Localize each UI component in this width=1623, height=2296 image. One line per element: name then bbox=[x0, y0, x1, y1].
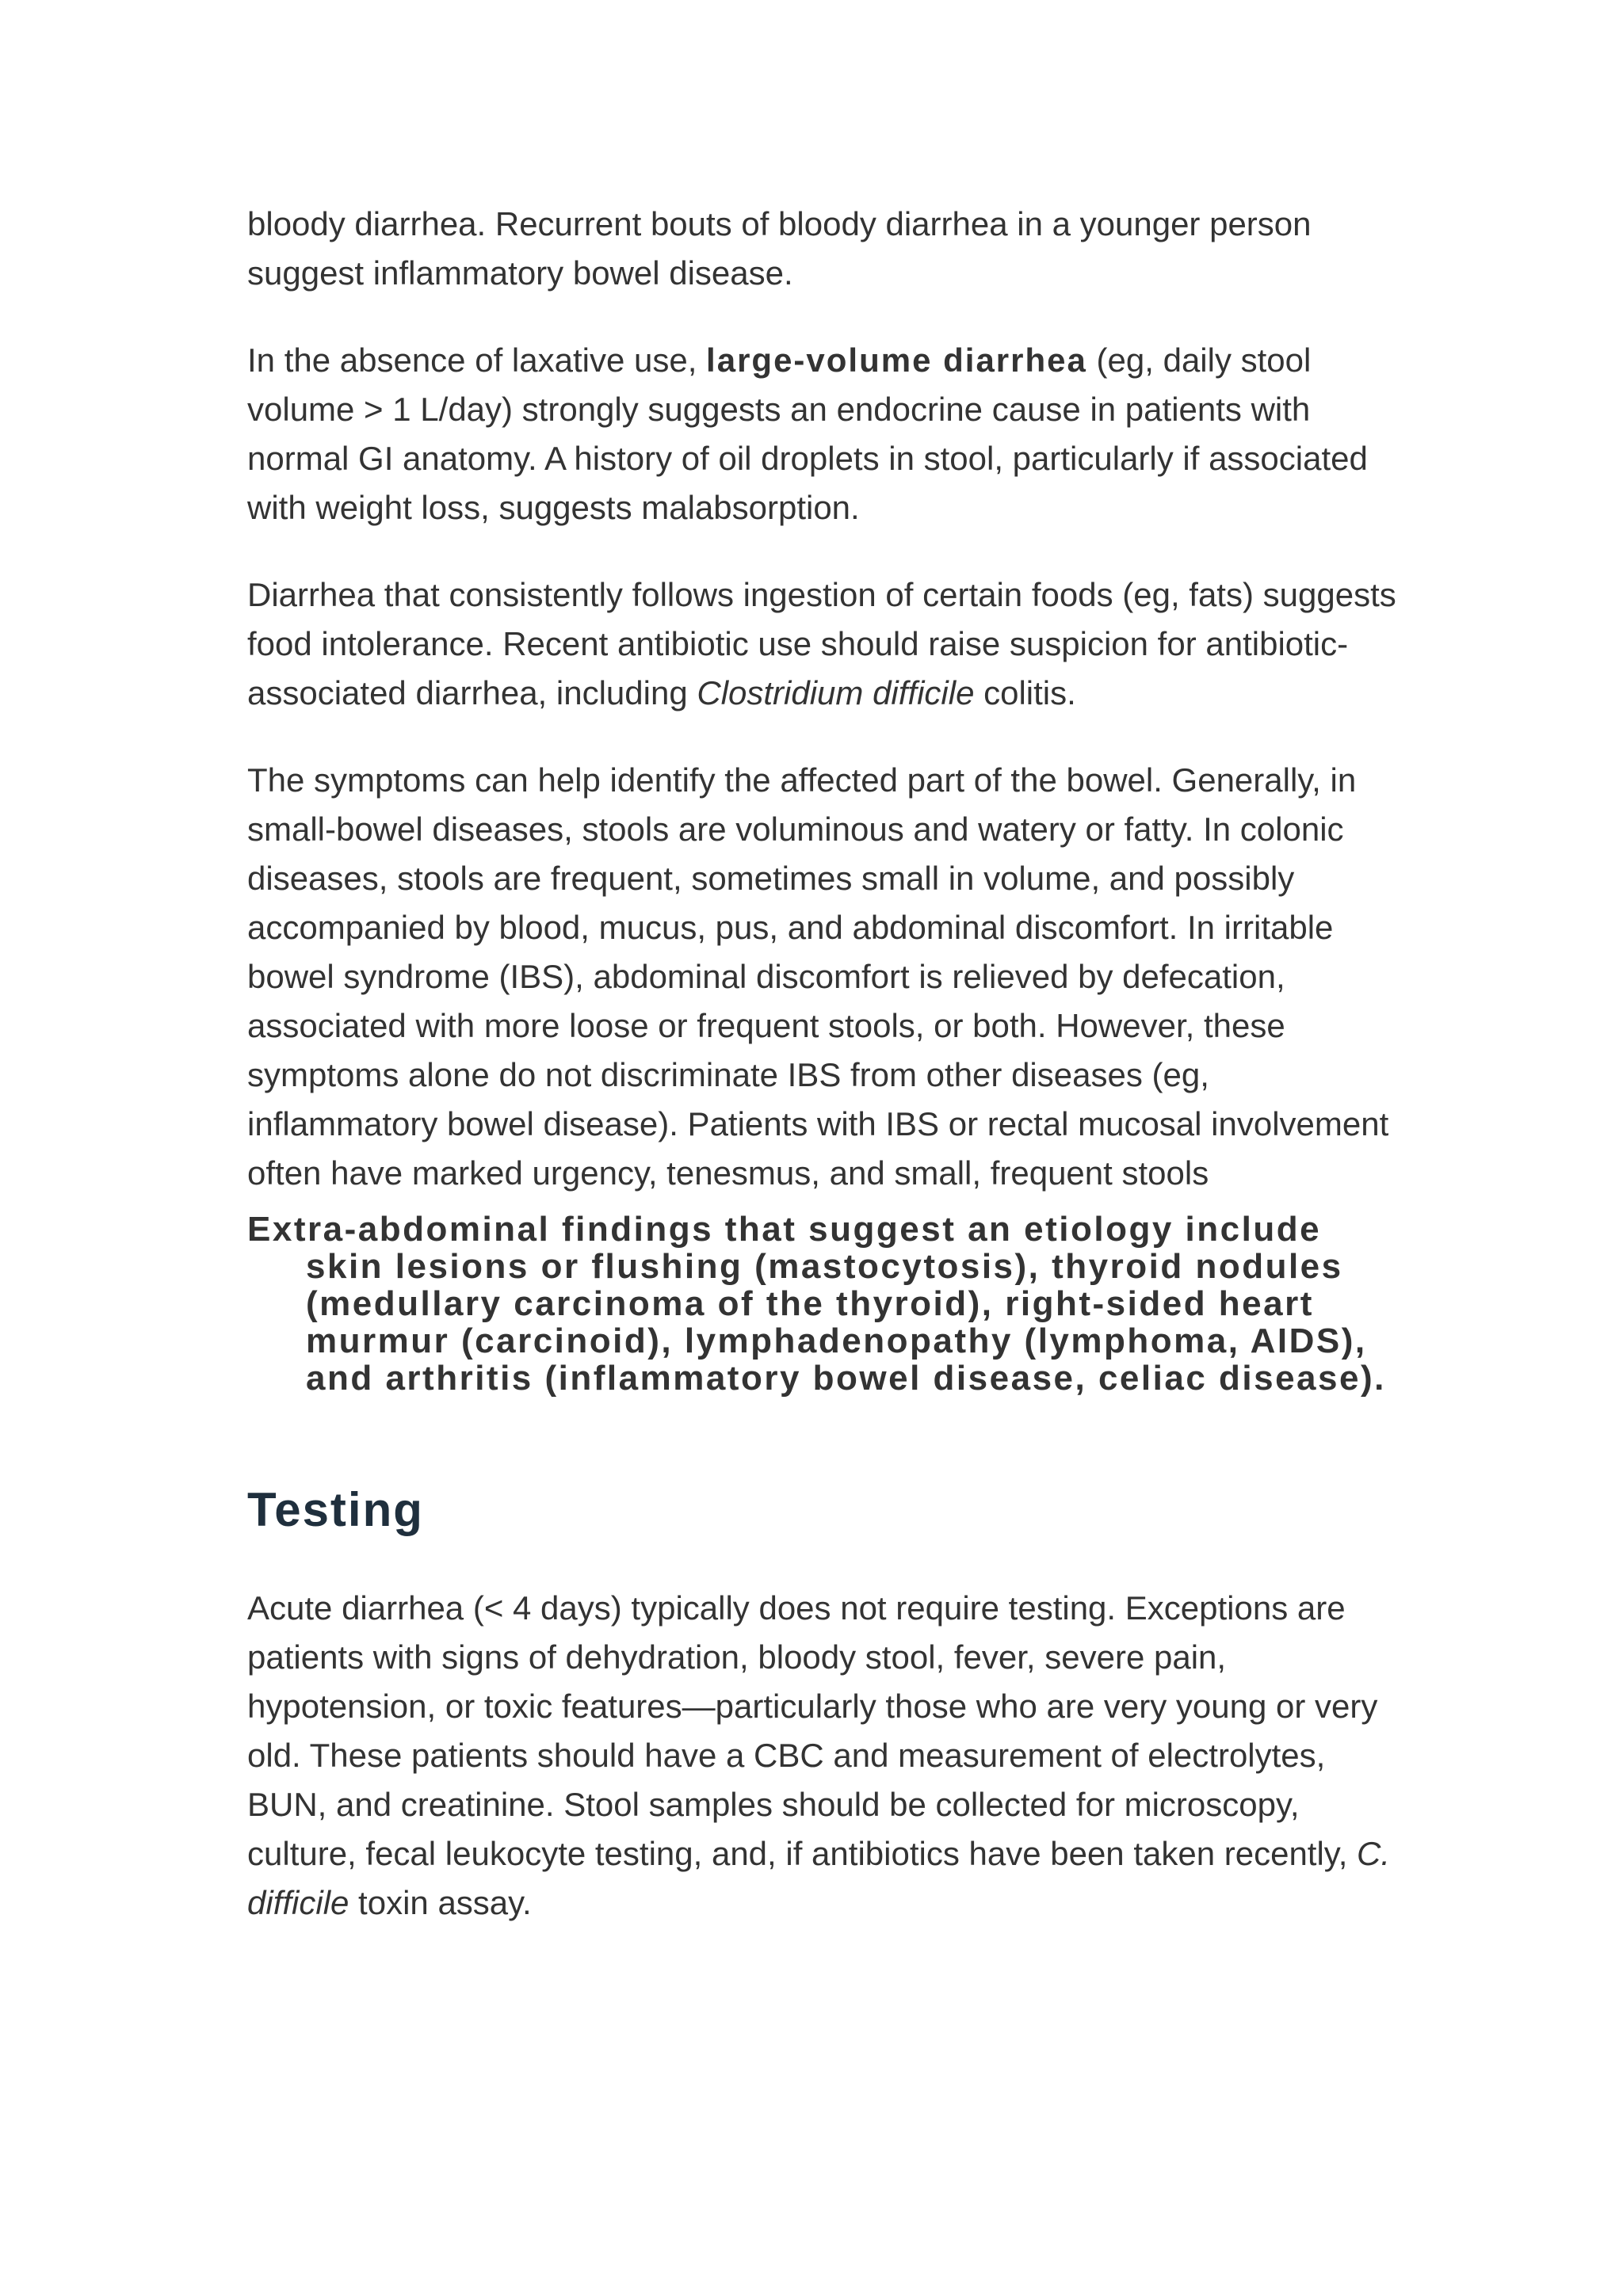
paragraph-text: Acute diarrhea (< 4 days) typically does not require testing. Exceptions are patients with signs of dehydration, bloody stool, fever, severe pain, hypotension, or toxic features—particularly those who are very young or very old. These patients should have a CBC and measurement of electrolytes, BUN, and creatinine. Stool samples should be collected for microscopy, culture, fecal leukocyte testing, and, if antibiotics have been taken recently, bbox=[247, 1589, 1378, 1872]
bold-term: large-volume diarrhea bbox=[706, 341, 1087, 379]
italic-term: Clostridium difficile bbox=[697, 674, 975, 711]
italic-term: C. difficile bbox=[247, 1835, 1391, 1921]
paragraph-text: bloody diarrhea. Recurrent bouts of bloody diarrhea in a younger person suggest inflammatory bowel disease. bbox=[247, 205, 1312, 292]
section-heading-testing: Testing bbox=[247, 1483, 424, 1536]
paragraph-text: In the absence of laxative use, bbox=[247, 341, 707, 379]
paragraph-text: Extra-abdominal findings that suggest an etiology include skin lesions or flushing (mastocytosis), thyroid nodules (medullary carcinoma of the thyroid), right-sided heart murmur (carcinoid), lymphadenopathy (lymphoma, AIDS), and arthritis (inflammatory bowel disease, celiac disease). bbox=[247, 1210, 1386, 1398]
paragraph-extra-abdominal bbox=[247, 1211, 1404, 1397]
document-page bbox=[247, 200, 1404, 1966]
paragraph-text: Diarrhea that consistently follows ingestion of certain foods (eg, fats) suggests food intolerance. Recent antibiotic use should raise suspicion for antibiotic-associated diarrhea, including bbox=[247, 576, 1396, 711]
paragraph-large-volume bbox=[247, 336, 1404, 532]
paragraph-text: toxin assay. bbox=[349, 1884, 532, 1921]
paragraph-symptoms bbox=[247, 756, 1404, 1198]
paragraph-bloody-diarrhea bbox=[247, 200, 1404, 298]
paragraph-food-intolerance bbox=[247, 570, 1404, 718]
paragraph-text: (eg, daily stool volume > 1 L/day) strongly suggests an endocrine cause in patients with normal GI anatomy. A history of oil droplets in stool, particularly if associated with weight loss, suggests malabsorption. bbox=[247, 341, 1368, 526]
paragraph-text: colitis. bbox=[974, 674, 1076, 711]
paragraph-text: The symptoms can help identify the affected part of the bowel. Generally, in small-bowel diseases, stools are voluminous and watery or fatty. In colonic diseases, stools are frequent, sometimes small in volume, and possibly accompanied by blood, mucus, pus, and abdominal discomfort. In irritable bowel syndrome (IBS), abdominal discomfort is relieved by defecation, associated with more loose or frequent stools, or both. However, these symptoms alone do not discriminate IBS from other diseases (eg, inflammatory bowel disease). Patients with IBS or rectal mucosal involvement often have marked urgency, tenesmus, and small, frequent stools bbox=[247, 761, 1389, 1192]
paragraph-acute-diarrhea bbox=[247, 1584, 1404, 1928]
